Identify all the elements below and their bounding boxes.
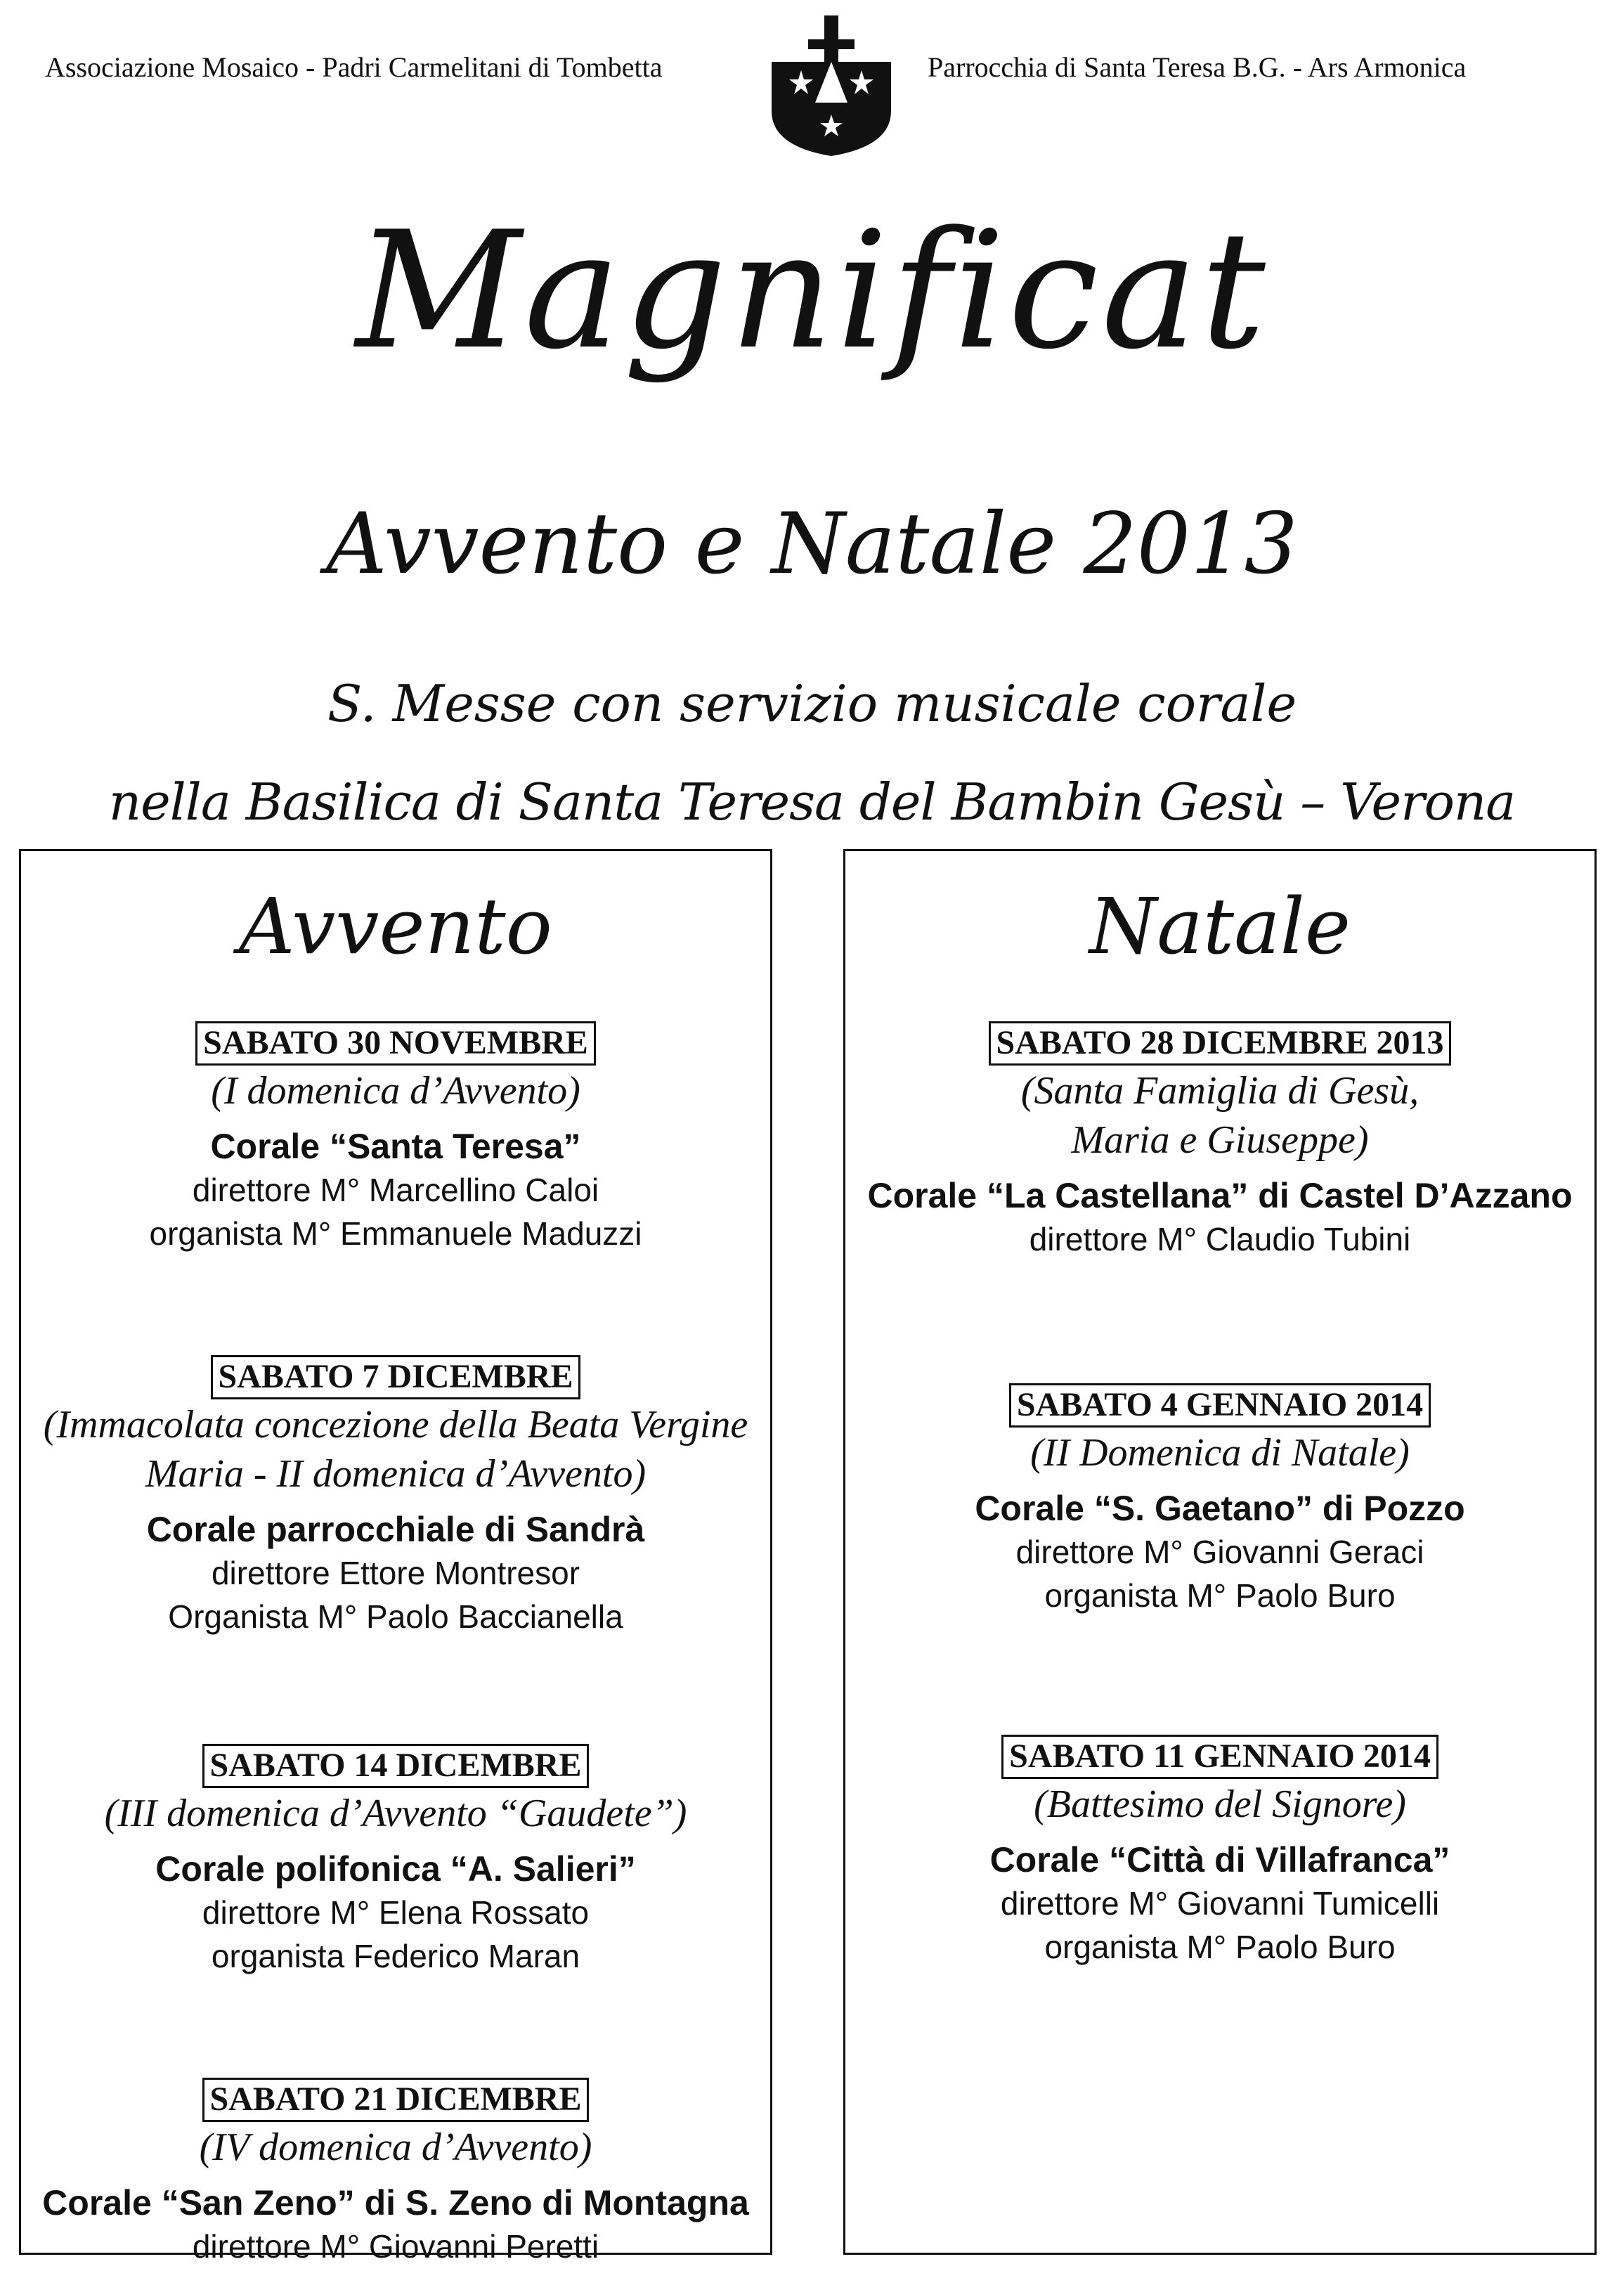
intro-line-2: nella Basilica di Santa Teresa del Bambin Gesù – Verona (108, 772, 1516, 831)
event-date: SABATO 28 DICEMBRE 2013 (989, 1021, 1452, 1066)
event-date: SABATO 11 GENNAIO 2014 (1001, 1735, 1438, 1779)
event-advent-3 (21, 1744, 770, 1978)
event-occasion: (Battesimo del Signore) (1034, 1782, 1406, 1826)
event-organist: organista Federico Maran (211, 1937, 580, 1974)
event-date: SABATO 7 DICEMBRE (211, 1355, 581, 1399)
event-advent-4 (21, 2078, 770, 2268)
event-christmas-2 (845, 1383, 1594, 1617)
event-choir: Corale “Santa Teresa” (210, 1126, 581, 1166)
event-christmas-1 (845, 1021, 1594, 1261)
event-occasion: (II Domenica di Natale) (1030, 1430, 1410, 1475)
event-date: SABATO 21 DICEMBRE (202, 2078, 590, 2122)
right-organization: Parrocchia di Santa Teresa B.G. - Ars Armonica (928, 51, 1467, 83)
event-occasion-line-2: Maria - II domenica d’Avvento) (145, 1451, 647, 1496)
event-director: direttore M° Marcellino Caloi (192, 1171, 599, 1208)
christmas-heading: Natale (1089, 881, 1351, 971)
event-organist: organista M° Paolo Buro (1044, 1577, 1396, 1614)
event-date: SABATO 14 DICEMBRE (202, 1744, 590, 1788)
event-occasion: (Santa Famiglia di Gesù, (1020, 1068, 1420, 1113)
event-director: direttore M° Claudio Tubini (1029, 1220, 1411, 1257)
event-occasion: (I domenica d’Avvento) (211, 1068, 580, 1113)
event-advent-2 (21, 1355, 770, 1638)
event-choir: Corale “San Zeno” di S. Zeno di Montagna (42, 2182, 749, 2222)
event-director: direttore M° Giovanni Tumicelli (1000, 1884, 1440, 1922)
advent-column (19, 849, 772, 2265)
event-choir: Corale “La Castellana” di Castel D’Azzano (867, 1175, 1573, 1215)
event-organist: organista M° Emmanuele Maduzzi (149, 1215, 642, 1252)
carmelite-emblem-icon (765, 13, 898, 157)
advent-heading: Avvento (239, 881, 552, 971)
left-organization: Associazione Mosaico - Padri Carmelitani di Tombetta (45, 51, 663, 83)
intro-line-1: S. Messe con servizio musicale corale (327, 674, 1297, 733)
event-organist: Organista M° Paolo Baccianella (168, 1598, 623, 1635)
event-choir: Corale parrocchiale di Sandrà (146, 1509, 645, 1549)
christmas-column (843, 849, 1597, 2255)
event-christmas-3 (845, 1735, 1594, 1969)
event-organist: organista M° Paolo Buro (1044, 1928, 1396, 1965)
event-occasion: (Immacolata concezione della Beata Vergine (43, 1402, 748, 1447)
event-director: direttore M° Elena Rossato (202, 1894, 590, 1931)
event-director: direttore Ettore Montresor (211, 1554, 580, 1591)
subtitle: Avvento e Natale 2013 (326, 496, 1298, 593)
event-occasion: (III domenica d’Avvento “Gaudete”) (104, 1791, 687, 1835)
event-occasion: (IV domenica d’Avvento) (199, 2125, 592, 2169)
event-director: direttore M° Giovanni Peretti (192, 2227, 599, 2265)
event-date: SABATO 30 NOVEMBRE (195, 1021, 596, 1066)
event-advent-1 (21, 1021, 770, 1255)
main-title: Magnificat (356, 198, 1268, 385)
event-director: direttore M° Giovanni Geraci (1015, 1533, 1424, 1570)
event-choir: Corale “S. Gaetano” di Pozzo (975, 1488, 1465, 1528)
event-choir: Corale “Città di Villafranca” (989, 1839, 1450, 1879)
event-occasion-line-2: Maria e Giuseppe) (1071, 1118, 1369, 1162)
event-choir: Corale polifonica “A. Salieri” (155, 1849, 636, 1889)
event-date: SABATO 4 GENNAIO 2014 (1009, 1383, 1431, 1428)
